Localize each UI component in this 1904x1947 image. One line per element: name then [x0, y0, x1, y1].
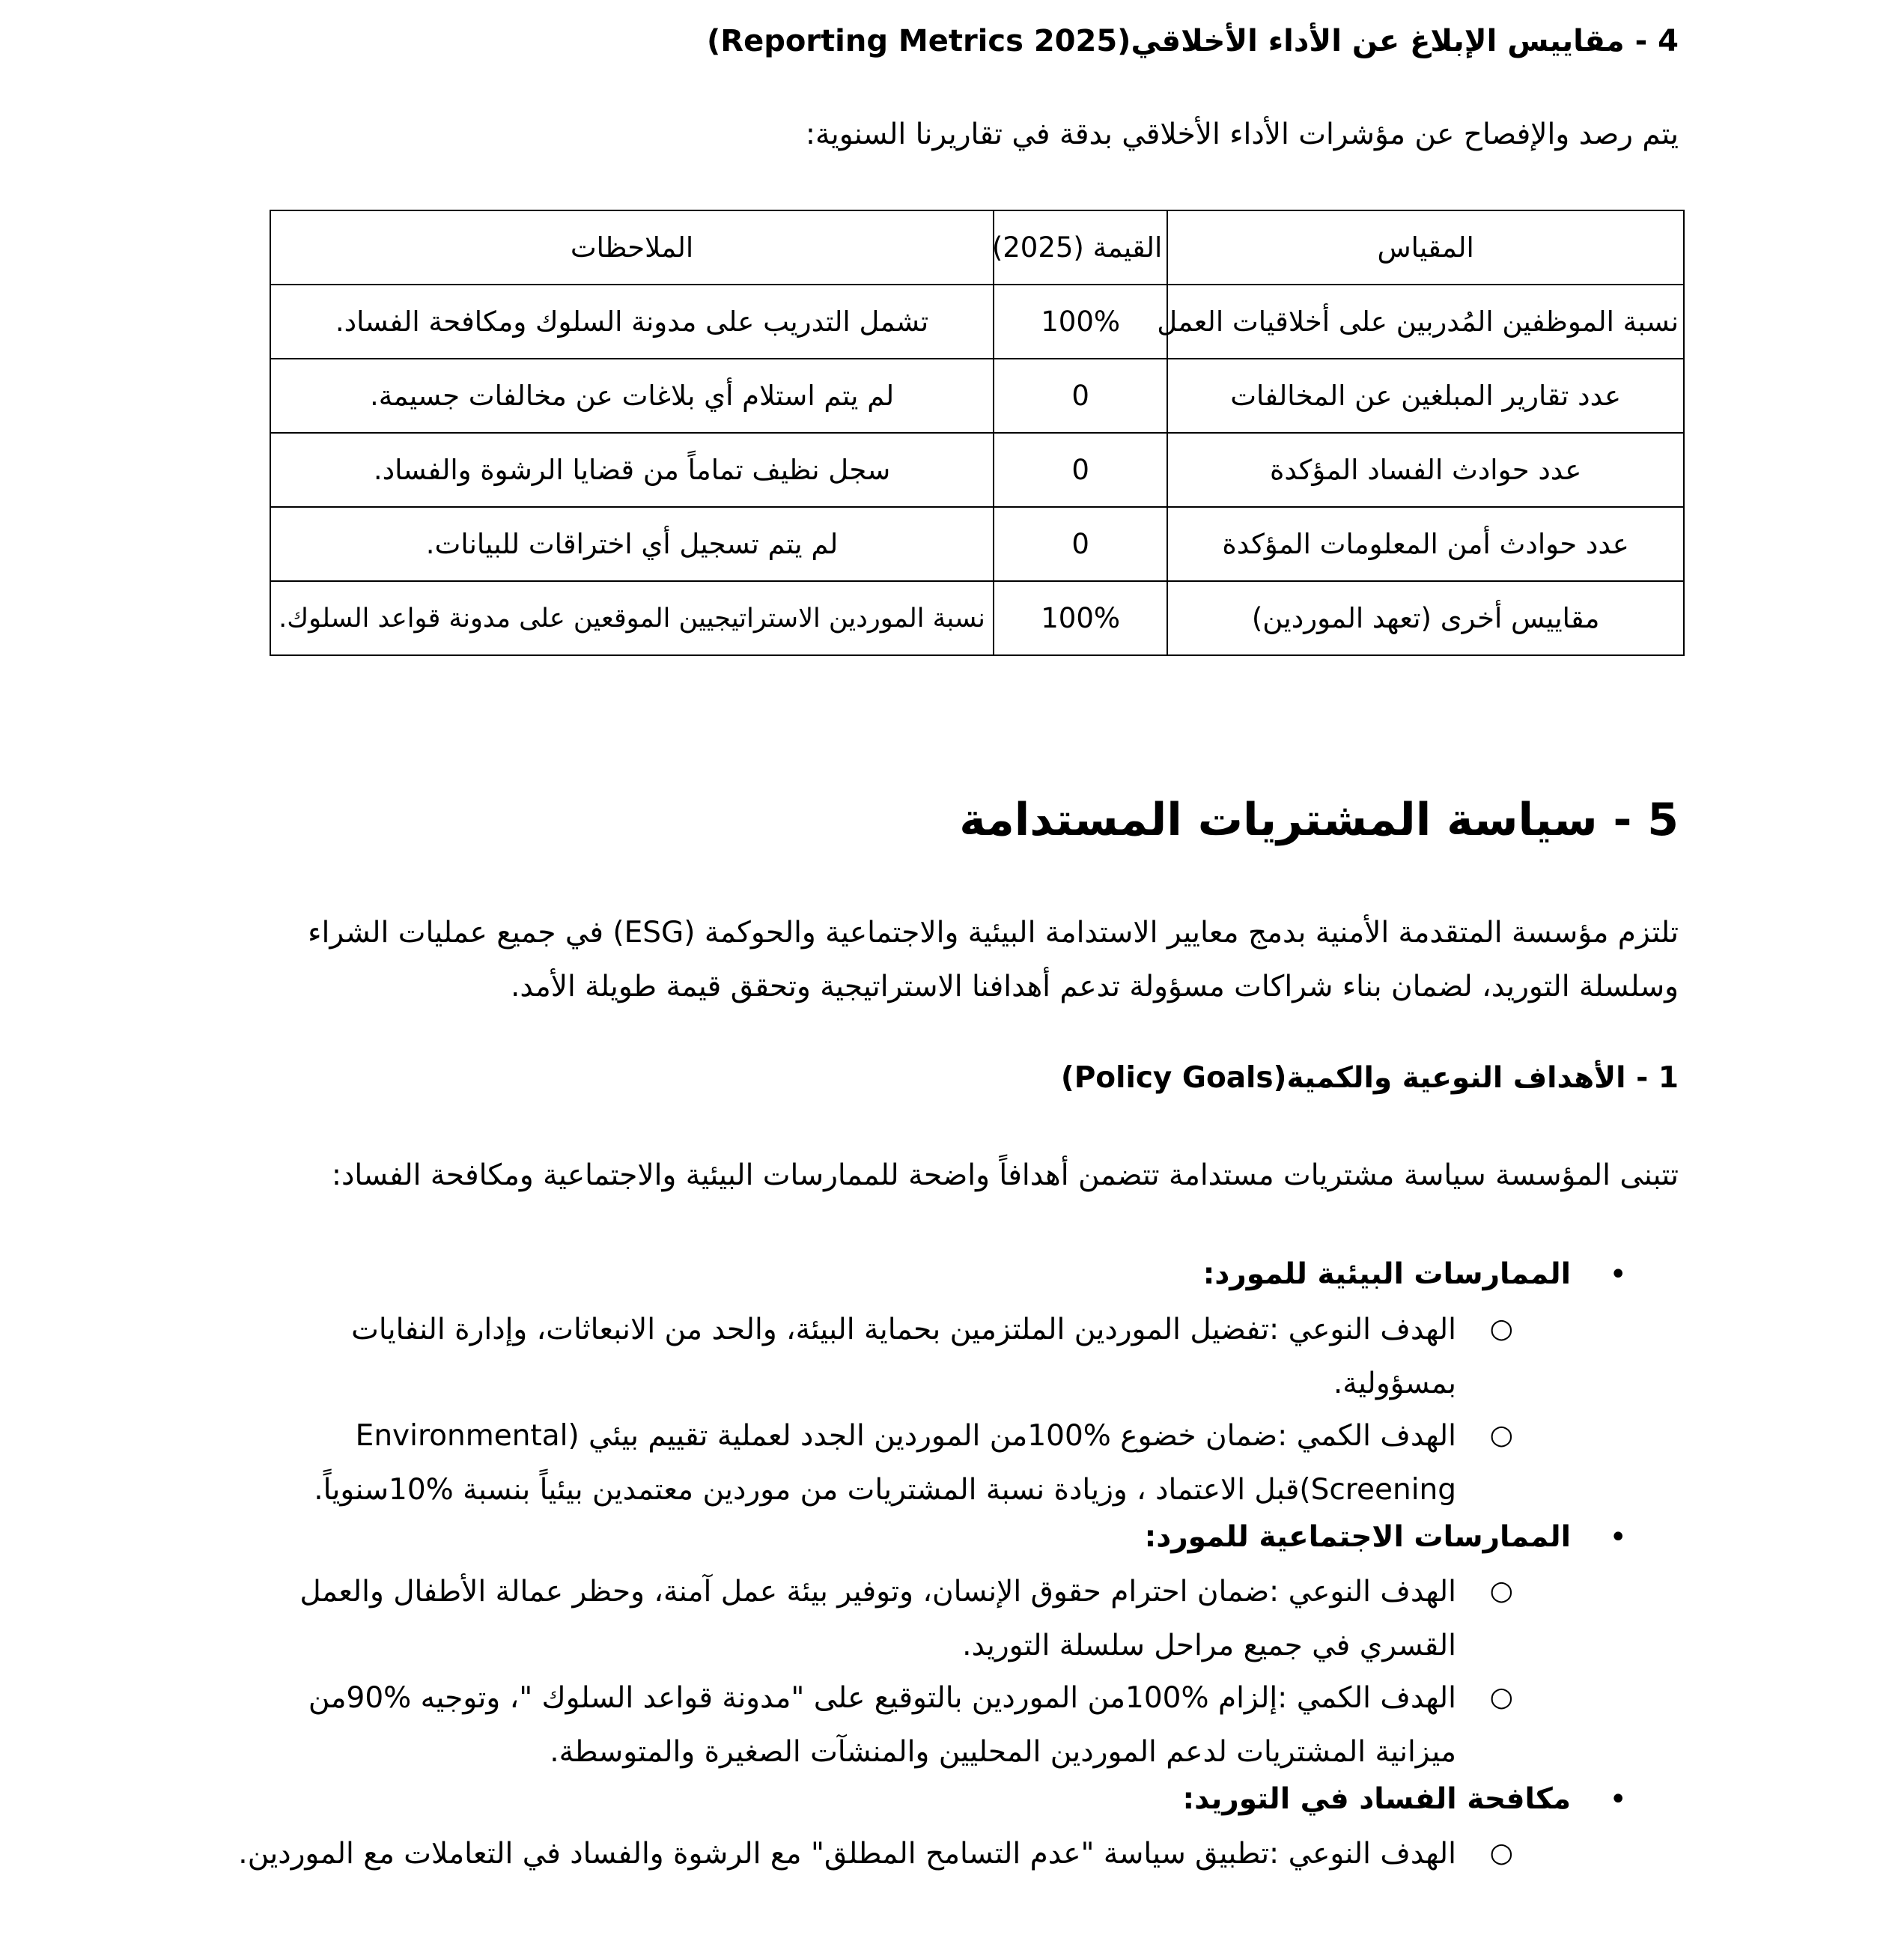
section-5-heading: 5 - سياسة المشتريات المستدامة [959, 794, 1679, 846]
environmental-qualitative-goal: الهدف النوعي :تفضيل الموردين الملتزمين بحماية البيئة، والحد من الانبعاثات، وإدارة النفايات بمسؤولية. [351, 1313, 1456, 1400]
cell-notes: لم يتم تسجيل أي اختراقات للبيانات. [270, 507, 994, 581]
sub-bullet-circle: ○ [1489, 1682, 1513, 1713]
cell-value: 0 [994, 359, 1167, 433]
bullet-dot: • [1609, 1257, 1627, 1292]
header-notes: الملاحظات [270, 210, 994, 285]
table-header-row [270, 210, 1684, 285]
cell-value: 0 [994, 507, 1167, 581]
table-row [270, 507, 1684, 581]
sub-bullet-circle: ○ [1489, 1420, 1513, 1451]
table-row [270, 581, 1684, 655]
social-practices-title: الممارسات الاجتماعية للمورد: [1144, 1520, 1571, 1554]
sub-bullet-circle: ○ [1489, 1313, 1513, 1344]
cell-value: 100% [994, 285, 1167, 359]
anti-corruption-qualitative-goal: الهدف النوعي :تطبيق سياسة "عدم التسامح المطلق" مع الرشوة والفساد في التعاملات مع الموردين. [238, 1837, 1456, 1871]
cell-metric: عدد حوادث الفساد المؤكدة [1167, 433, 1684, 507]
cell-metric: عدد تقارير المبلغين عن المخالفات [1167, 359, 1684, 433]
header-value: القيمة (2025) [994, 210, 1167, 285]
cell-value: 100% [994, 581, 1167, 655]
anti-corruption-title: مكافحة الفساد في التوريد: [1182, 1782, 1571, 1816]
cell-metric: عدد حوادث أمن المعلومات المؤكدة [1167, 507, 1684, 581]
policy-goals-heading: 1 - الأهداف النوعية والكمية(Policy Goals) [1060, 1061, 1679, 1095]
environmental-practices-title: الممارسات البيئية للمورد: [1202, 1257, 1571, 1291]
cell-notes: نسبة الموردين الاستراتيجيين الموقعين على مدونة قواعد السلوك. [270, 581, 994, 655]
cell-metric: نسبة الموظفين المُدربين على أخلاقيات العمل [1167, 285, 1684, 359]
cell-notes: لم يتم استلام أي بلاغات عن مخالفات جسيمة. [270, 359, 994, 433]
ethics-metrics-table [270, 210, 1685, 656]
section-5-intro: تلتزم مؤسسة المتقدمة الأمنية بدمج معايير الاستدامة البيئية والاجتماعية والحوكمة (ESG) في جميع عمليات الشراء وسلسلة التوريد، لضمان بناء شراكات مسؤولة تدعم أهدافنا الاستراتيجية وتحقق قيمة طويلة الأمد. [308, 916, 1679, 1003]
cell-metric: مقاييس أخرى (تعهد الموردين) [1167, 581, 1684, 655]
environmental-quantitative-goal: الهدف الكمي :ضمان خضوع %100من الموردين الجدد لعملية تقييم بيئي (Environmental Screening)قبل الاعتماد ، وزيادة نسبة المشتريات من موردين معتمدين بيئياً بنسبة %10سنوياً. [314, 1419, 1456, 1507]
social-quantitative-goal: الهدف الكمي :إلزام %100من الموردين بالتوقيع على "مدونة قواعد السلوك "، وتوجيه %90من ميزانية المشتريات لدعم الموردين المحليين والمنشآت الصغيرة والمتوسطة. [308, 1681, 1456, 1769]
bullet-dot: • [1609, 1520, 1627, 1555]
cell-value: 0 [994, 433, 1167, 507]
section-4-heading: 4 - مقاييس الإبلاغ عن الأداء الأخلاقي(Reporting Metrics 2025) [706, 24, 1679, 58]
table-row [270, 285, 1684, 359]
table-row [270, 359, 1684, 433]
section-4-intro: يتم رصد والإفصاح عن مؤشرات الأداء الأخلاقي بدقة في تقاريرنا السنوية: [805, 118, 1679, 151]
bullet-dot: • [1609, 1782, 1627, 1817]
cell-notes: تشمل التدريب على مدونة السلوك ومكافحة الفساد. [270, 285, 994, 359]
social-qualitative-goal: الهدف النوعي :ضمان احترام حقوق الإنسان، وتوفير بيئة عمل آمنة، وحظر عمالة الأطفال والعمل القسري في جميع مراحل سلسلة التوريد. [299, 1575, 1456, 1662]
header-metric: المقياس [1167, 210, 1684, 285]
sub-bullet-circle: ○ [1489, 1838, 1513, 1868]
table-row [270, 433, 1684, 507]
policy-goals-intro: تتبنى المؤسسة سياسة مشتريات مستدامة تتضمن أهدافاً واضحة للممارسات البيئية والاجتماعية ومكافحة الفساد: [331, 1158, 1679, 1192]
sub-bullet-circle: ○ [1489, 1576, 1513, 1606]
cell-notes: سجل نظيف تماماً من قضايا الرشوة والفساد. [270, 433, 994, 507]
